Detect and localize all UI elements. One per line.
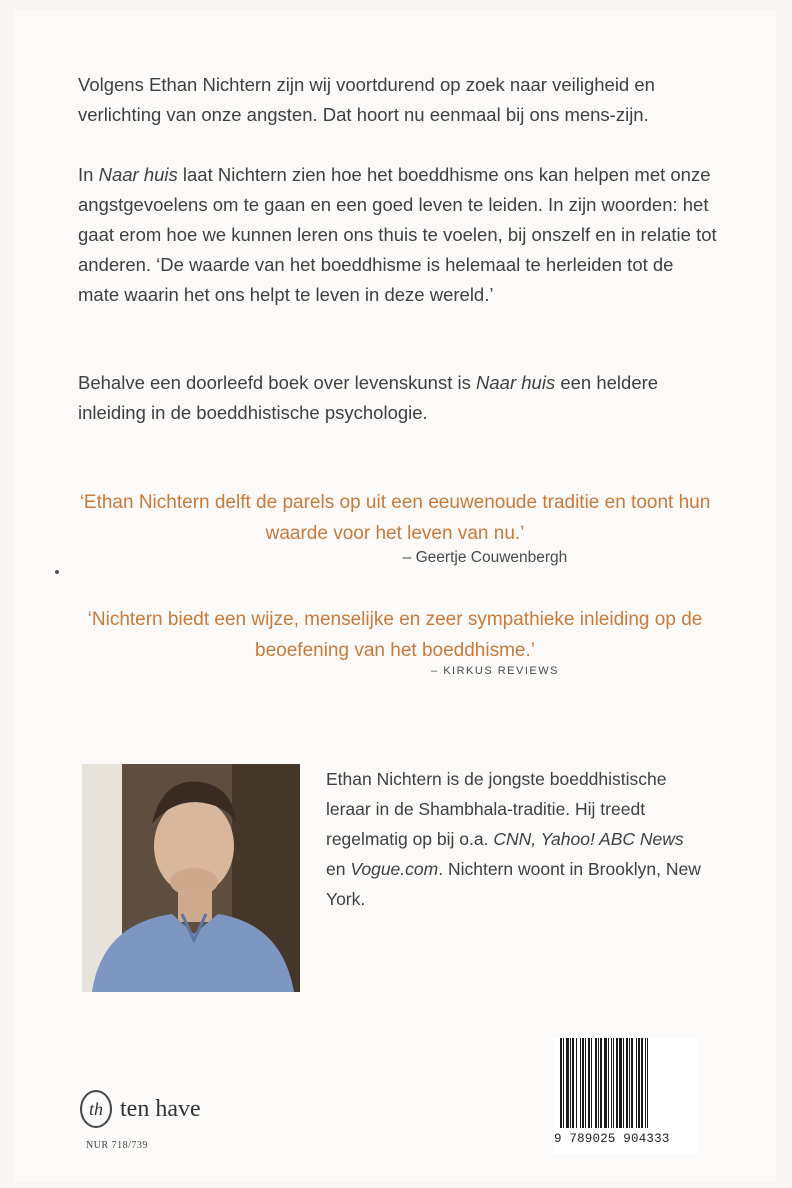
publisher-name: ten have <box>120 1095 201 1122</box>
intro-paragraph-3: Behalve een doorleefd boek over levenskunst is Naar huis een heldere inleiding in de boeddhistische psychologie. <box>78 372 659 423</box>
author-bio: Ethan Nichtern is de jongste boeddhistische leraar in de Shambhala-traditie. Hij treedt regelmatig op bij o.a. CNN, Yahoo! ABC News en Vogue.com. Nichtern woont in Brooklyn, New York. <box>326 769 701 909</box>
nur-code: NUR 718/739 <box>86 1140 148 1151</box>
review-quote-1: ‘Ethan Nichtern delft de parels op uit een eeuwenoude traditie en toont hun waarde voor het leven van nu.’ <box>79 492 711 544</box>
barcode-bars <box>560 1038 692 1130</box>
book-title: Naar huis <box>98 164 178 185</box>
book-title: Naar huis <box>476 372 556 393</box>
isbn-number: 9 789025 904333 <box>554 1132 670 1146</box>
author-photo <box>82 764 300 992</box>
review-source-1: – Geertje Couwenbergh <box>402 549 568 566</box>
publisher-logo <box>80 1090 201 1128</box>
intro-paragraph-1: Volgens Ethan Nichtern zijn wij voortdurend op zoek naar veiligheid en verlichting van onze angsten. Dat hoort nu eenmaal bij ons mens-zijn. <box>78 74 655 125</box>
intro-paragraph-2: In Naar huis laat Nichtern zien hoe het boeddhisme ons kan helpen met onze angstgevoelens om te gaan en een goed leven te leiden. In zijn woorden: het gaat erom hoe we kunnen leren ons thuis te voelen, bij onszelf en in relatie tot anderen. ‘De waarde van het boeddhisme is helemaal te herleiden tot de mate waarin het ons helpt te leven in deze wereld.’ <box>78 164 717 305</box>
publisher-mark-icon: th <box>80 1090 112 1128</box>
print-speck <box>55 570 59 574</box>
review-source-2: – KIRKUS REVIEWS <box>431 665 559 677</box>
review-quote-2: ‘Nichtern biedt een wijze, menselijke en zeer sympathieke inleiding op de beoefening van het boeddhisme.’ <box>87 609 703 661</box>
isbn-barcode <box>554 1038 698 1154</box>
author-portrait-image <box>82 764 300 992</box>
